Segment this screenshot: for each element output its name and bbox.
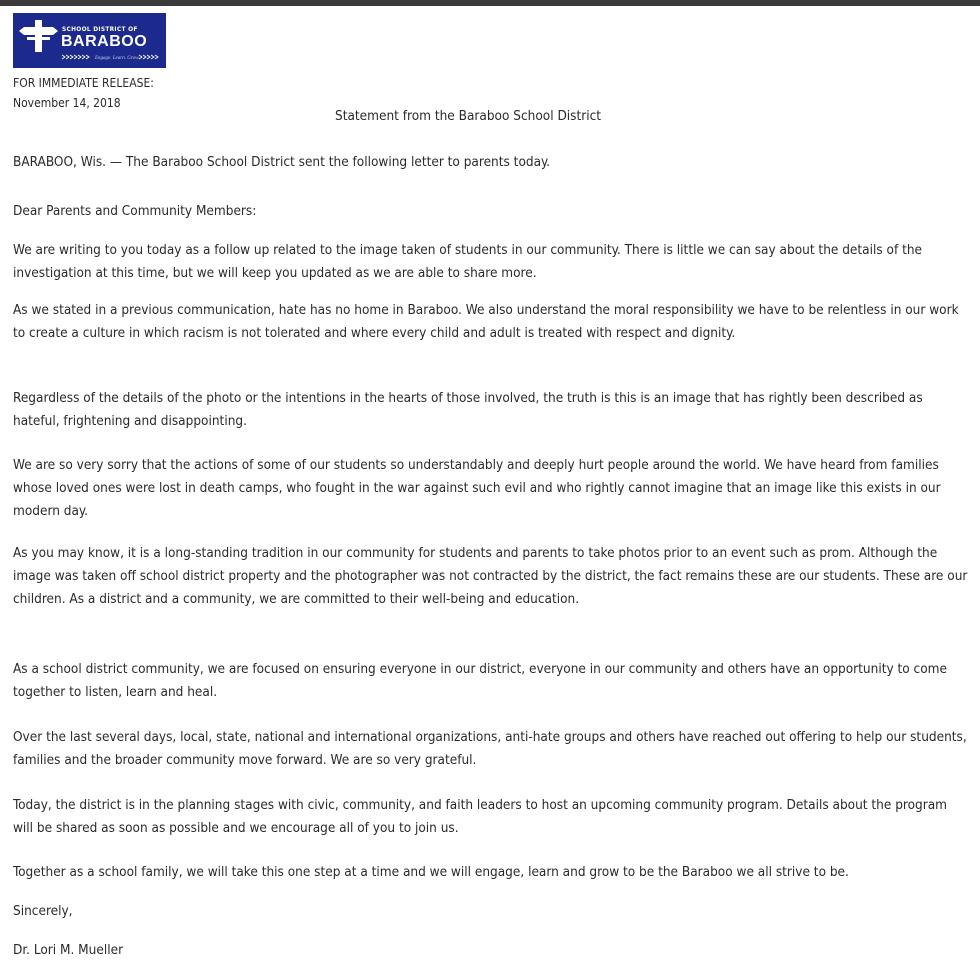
paragraph-1: We are writing to you today as a follow up related to the image taken of students in our community. There is little we can say about the details of the investigation at this time, but we will keep you updated as we are able to share more. [13,242,923,281]
logo-name: BARABOO [61,33,148,50]
logo-district-text: SCHOOL DISTRICT OF [62,25,138,33]
release-date: November 14, 2018 [13,96,121,110]
intro-paragraph: BARABOO, Wis. — The Baraboo School District sent the following letter to parents today. [13,154,551,170]
paragraph-3: Regardless of the details of the photo or the intentions in the hearts of those involved, the truth is this is an image that has rightly been described as hateful, frightening and disappointing. [13,390,923,429]
paragraph-4: We are so very sorry that the actions of some of our students so understandably and deeply hurt people around the world. We have heard from families whose loved ones were lost in death camps, who fought in the war against such evil and who rightly cannot imagine that an image like this exists in our modern day. [13,457,941,519]
salutation: Dear Parents and Community Members: [13,203,257,219]
signature: Dr. Lori M. Mueller [13,942,124,958]
paragraph-7: Over the last several days, local, state, national and international organizations, anti-hate groups and others have reached out offering to help our students, families and the broader community move forward. We are so very grateful. [13,729,967,768]
statement-title: Statement from the Baraboo School District [335,108,602,124]
paragraph-2: As we stated in a previous communication, hate has no home in Baraboo. We also understand the moral responsibility we have to be relentless in our work to create a culture in which racism is not tolerated and where every child and adult is treated with respect and dignity. [13,302,959,341]
closing: Sincerely, [13,903,73,919]
school-district-logo [13,13,166,68]
top-border [0,0,980,6]
release-label: FOR IMMEDIATE RELEASE: [13,76,154,90]
paragraph-9: Together as a school family, we will take this one step at a time and we will engage, learn and grow to be the Baraboo we all strive to be. [13,864,849,880]
paragraph-8: Today, the district is in the planning stages with civic, community, and faith leaders to host an upcoming community program. Details about the program will be shared as soon as possible and we encourage all of you to join us. [13,797,948,836]
logo-tagline: Engage. Learn. Grow. [95,56,140,61]
paragraph-5: As you may know, it is a long-standing tradition in our community for students and parents to take photos prior to an event such as prom. Although the image was taken off school district property and the photographer was not contracted by the district, the fact remains these are our students. These are our children. As a district and a community, we are committed to their well-being and education. [13,545,968,607]
paragraph-6: As a school district community, we are focused on ensuring everyone in our district, everyone in our community and others have an opportunity to come together to listen, learn and heal. [13,661,947,700]
